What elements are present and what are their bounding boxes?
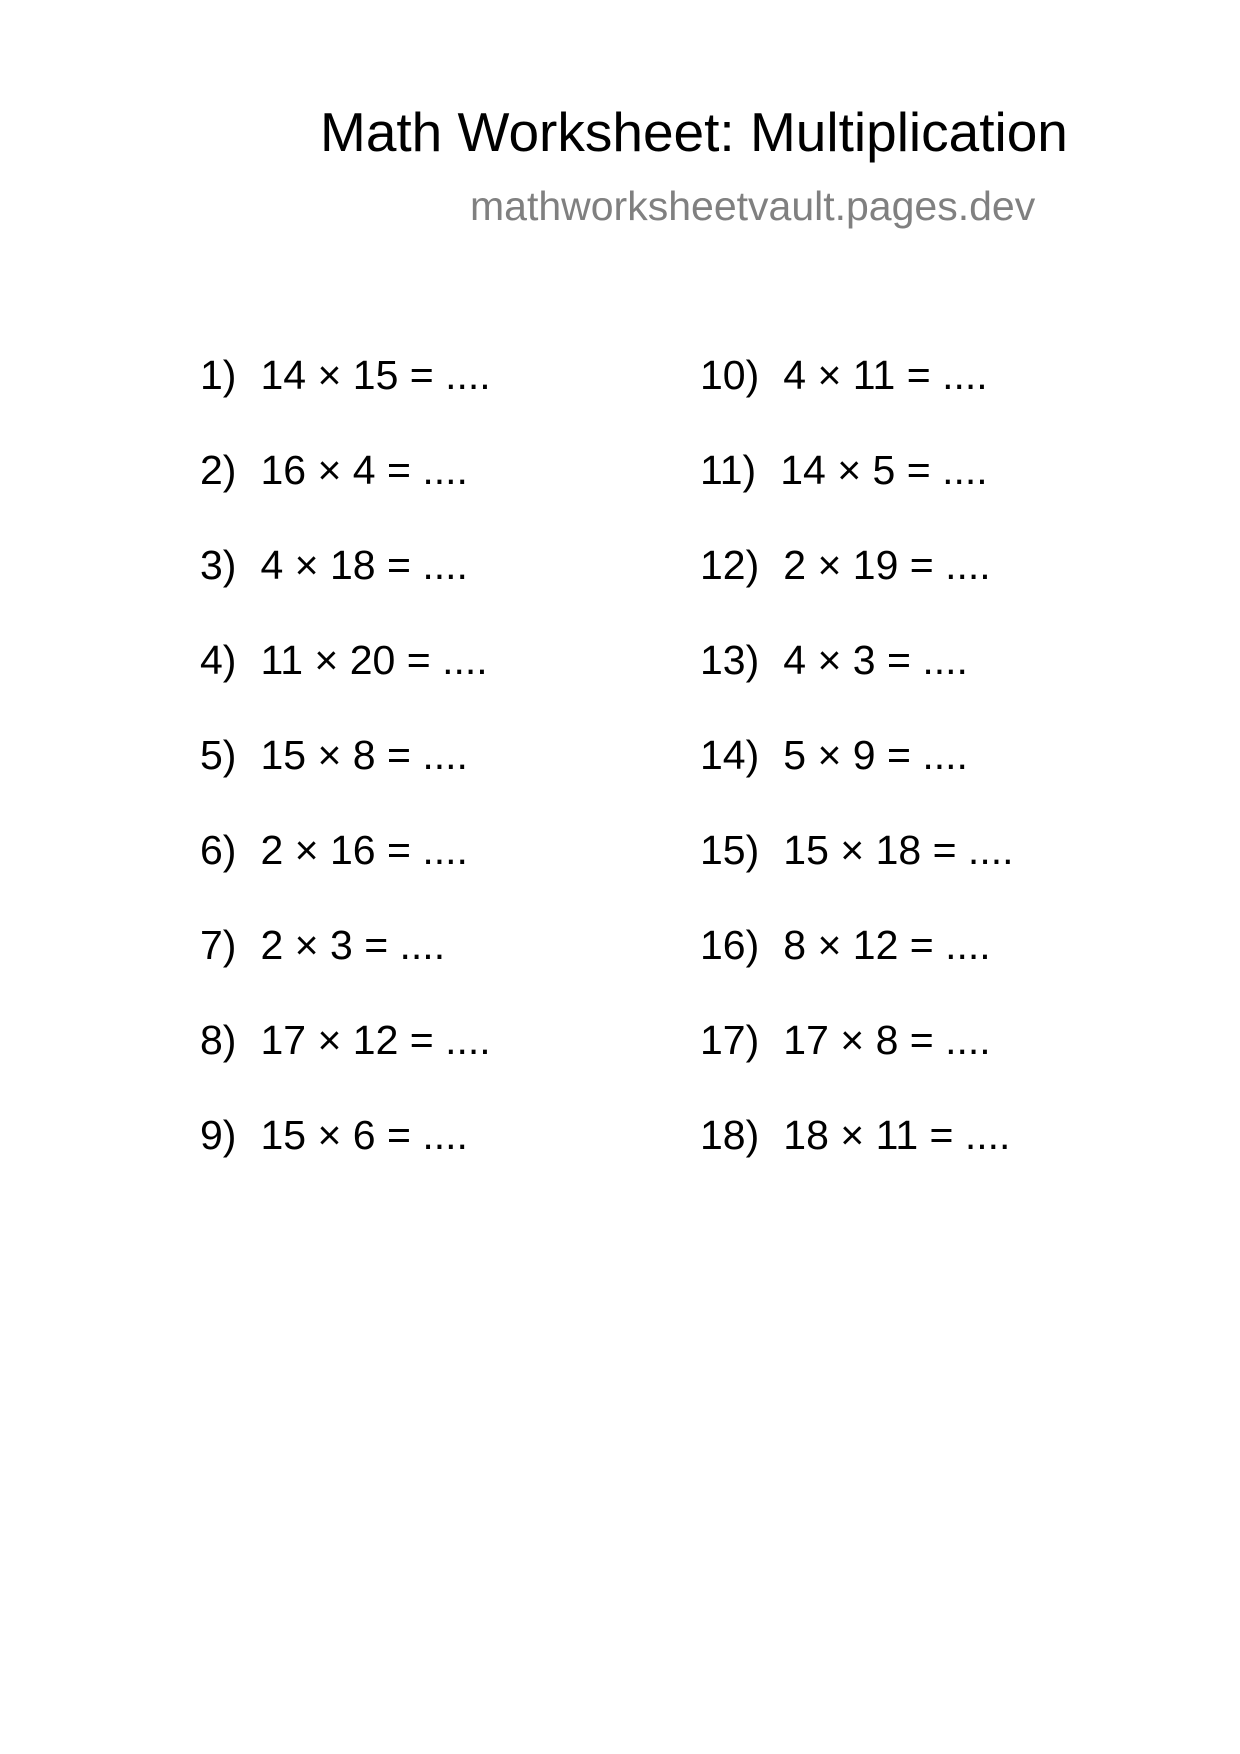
problem-number: 15)	[700, 827, 760, 873]
problem-expression: 18 × 11 = ....	[783, 1112, 1011, 1158]
problem-expression: 17 × 8 = ....	[783, 1017, 991, 1063]
problem-17	[700, 1016, 1160, 1111]
problem-number: 8)	[200, 1017, 237, 1063]
problem-expression: 11 × 20 = ....	[260, 637, 488, 683]
problem-number: 18)	[700, 1112, 760, 1158]
problem-number: 1)	[200, 352, 237, 398]
problem-2	[200, 446, 660, 541]
problem-expression: 15 × 6 = ....	[260, 1112, 468, 1158]
problem-expression: 4 × 18 = ....	[260, 542, 468, 588]
problem-expression: 15 × 8 = ....	[260, 732, 468, 778]
problem-number: 11)	[700, 447, 757, 493]
problem-number: 13)	[700, 637, 760, 683]
problem-15	[700, 826, 1160, 921]
problem-number: 16)	[700, 922, 760, 968]
problem-14	[700, 731, 1160, 826]
problem-number: 6)	[200, 827, 237, 873]
problem-expression: 2 × 16 = ....	[260, 827, 468, 873]
problem-number: 3)	[200, 542, 237, 588]
problem-7	[200, 921, 660, 1016]
problem-12	[700, 541, 1160, 636]
problem-expression: 5 × 9 = ....	[783, 732, 968, 778]
problem-number: 5)	[200, 732, 237, 778]
problem-number: 2)	[200, 447, 237, 493]
problem-16	[700, 921, 1160, 1016]
problem-10	[700, 351, 1160, 446]
problem-expression: 2 × 19 = ....	[783, 542, 991, 588]
problem-expression: 4 × 3 = ....	[783, 637, 968, 683]
problem-number: 14)	[700, 732, 760, 778]
problem-3	[200, 541, 660, 636]
worksheet-title: Math Worksheet: Multiplication	[320, 101, 1068, 163]
problem-18	[700, 1111, 1160, 1206]
worksheet-source: mathworksheetvault.pages.dev	[470, 183, 1036, 229]
problem-expression: 14 × 15 = ....	[260, 352, 491, 398]
problem-expression: 8 × 12 = ....	[783, 922, 991, 968]
problem-5	[200, 731, 660, 826]
problem-number: 17)	[700, 1017, 760, 1063]
problem-expression: 2 × 3 = ....	[260, 922, 446, 968]
problem-4	[200, 636, 660, 731]
problem-11	[700, 446, 1160, 541]
problem-expression: 14 × 5 = ....	[780, 447, 988, 493]
problem-expression: 17 × 12 = ....	[260, 1017, 491, 1063]
problem-number: 4)	[200, 637, 237, 683]
problem-expression: 15 × 18 = ....	[783, 827, 1014, 873]
problem-number: 10)	[700, 352, 760, 398]
problem-number: 7)	[200, 922, 237, 968]
problem-13	[700, 636, 1160, 731]
problem-9	[200, 1111, 660, 1206]
problem-column-right	[700, 351, 1160, 1206]
problem-column-left	[200, 351, 660, 1206]
problem-8	[200, 1016, 660, 1111]
problem-1	[200, 351, 660, 446]
problem-6	[200, 826, 660, 921]
problem-expression: 4 × 11 = ....	[783, 352, 988, 398]
problem-number: 12)	[700, 542, 760, 588]
problem-expression: 16 × 4 = ....	[260, 447, 468, 493]
problem-number: 9)	[200, 1112, 237, 1158]
